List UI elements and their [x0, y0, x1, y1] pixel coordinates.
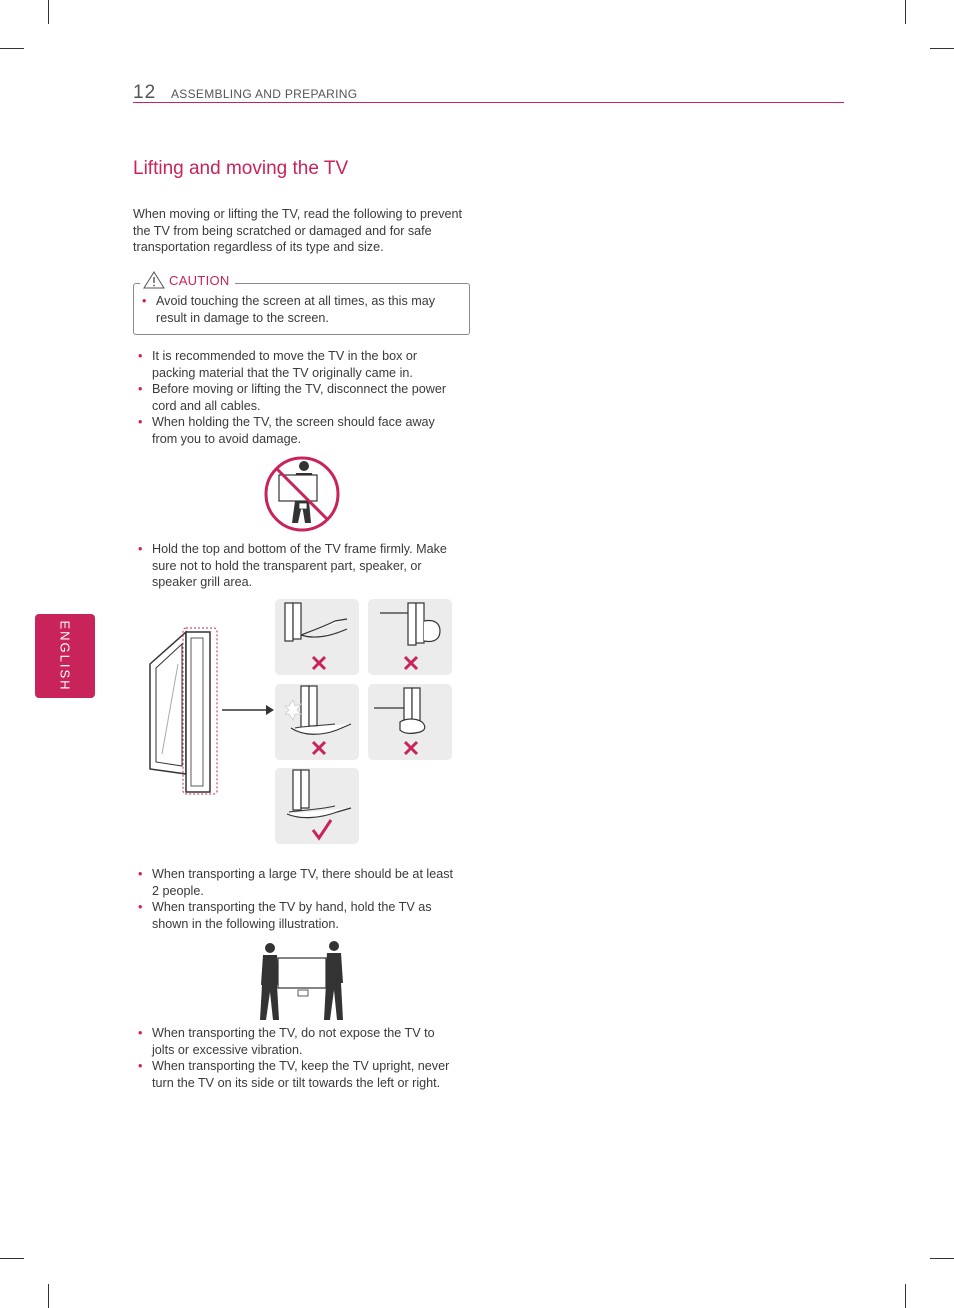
check-icon	[313, 820, 331, 838]
list-item: • When transporting a large TV, there should be at least 2 people.	[138, 866, 458, 899]
list-item: • It is recommended to move the TV in the box or packing material that the TV originally came in.	[138, 348, 458, 381]
prohibited-holding-illustration	[263, 455, 341, 533]
caution-item	[142, 293, 457, 326]
list-item: • Before moving or lifting the TV, disconnect the power cord and all cables.	[138, 381, 458, 414]
two-person-carry-illustration	[258, 940, 348, 1022]
caution-label: CAUTION	[169, 272, 230, 288]
list-item: • When transporting the TV by hand, hold the TV as shown in the following illustration.	[138, 899, 458, 932]
caution-item-text: Avoid touching the screen at all times, as this may result in damage to the screen.	[156, 294, 436, 325]
list-item: • When transporting the TV, do not expose the TV to jolts or excessive vibration.	[138, 1025, 458, 1058]
section-title: ASSEMBLING AND PREPARING	[171, 87, 358, 101]
hold-panel-correct	[275, 768, 359, 844]
tv-side-view-illustration	[148, 624, 276, 796]
caution-box	[133, 272, 470, 335]
bullet-list	[138, 348, 458, 448]
language-label: ENGLISH	[57, 620, 73, 692]
page-header	[133, 82, 844, 103]
page-number: 12	[133, 82, 157, 103]
crop-mark	[0, 1258, 24, 1259]
bullet-list	[138, 1025, 458, 1091]
page-title: Lifting and moving the TV	[133, 158, 349, 179]
crop-mark	[930, 1258, 954, 1259]
list-item: • Hold the top and bottom of the TV frame firmly. Make sure not to hold the transparent part, speaker, or speaker grill area.	[138, 541, 458, 591]
cross-icon	[313, 742, 325, 754]
crop-mark	[0, 48, 24, 49]
bullet-list	[138, 866, 458, 932]
crop-mark	[930, 48, 954, 49]
person-icon	[324, 941, 343, 1020]
list-item: • When transporting the TV, keep the TV upright, never turn the TV on its side or tilt towards the left or right.	[138, 1058, 458, 1091]
list-item: • When holding the TV, the screen should face away from you to avoid damage.	[138, 414, 458, 447]
cross-icon	[405, 657, 417, 669]
bullet-list	[138, 541, 458, 591]
crop-mark	[48, 0, 49, 24]
crop-mark	[905, 0, 906, 24]
hold-panel-wrong	[368, 684, 452, 760]
cross-icon	[405, 742, 417, 754]
hold-panel-wrong	[275, 684, 359, 760]
caution-header	[140, 271, 235, 289]
warning-icon	[143, 271, 165, 289]
hold-panel-wrong	[368, 599, 452, 675]
cross-icon	[313, 657, 325, 669]
intro-paragraph: When moving or lifting the TV, read the following to prevent the TV from being scratched or damaged and for safe transportation regardless of its type and size.	[133, 207, 463, 255]
crop-mark	[48, 1284, 49, 1308]
bullet-dot: •	[142, 294, 147, 308]
tv-icon	[278, 958, 326, 996]
language-tab	[35, 614, 95, 698]
crop-mark	[905, 1284, 906, 1308]
person-icon	[260, 943, 279, 1020]
hold-panel-wrong	[275, 599, 359, 675]
